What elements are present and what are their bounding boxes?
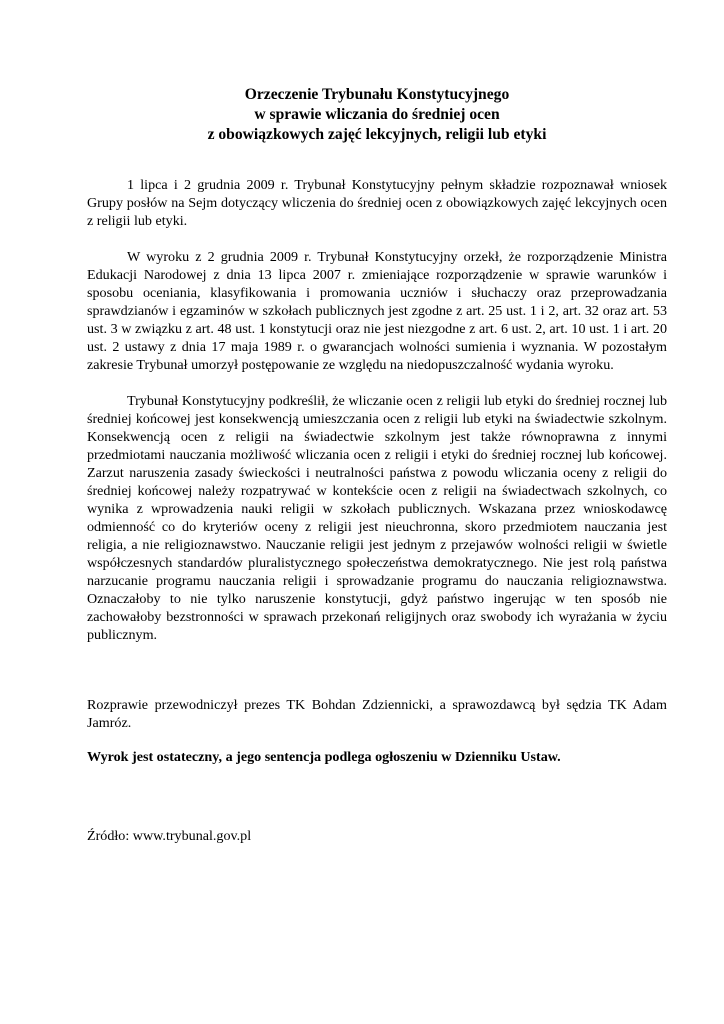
document-page [87, 85, 667, 845]
paragraph-hearing-dates: 1 lipca i 2 grudnia 2009 r. Trybunał Konstytucyjny pełnym składzie rozpoznawał wniosek Grupy posłów na Sejm dotyczący wliczenia do średniej ocen z obowiązkowych zajęć lekcyjnych ocen z religii lub etyki. [87, 177, 667, 229]
paragraph-reasoning: Trybunał Konstytucyjny podkreślił, że wliczanie ocen z religii lub etyki do średniej rocznej lub średniej końcowej jest konsekwencją umieszczania ocen z religii lub etyki na świadectwie szkolnym. Konsekwencją ocen z religii na świadectwie szkolnym jest także równoprawna z innymi przedmiotami nauczania możliwość wliczania ocen z religii i etyki do średniej rocznej lub końcowej. Zarzut naruszenia zasady świeckości i neutralności państwa z powodu wliczania oceny z religii do średniej końcowej należy rozpatrywać w kontekście ocen z religii na świadectwach szkolnych, co wynika z wprowadzenia nauki religii w szkołach publicznych. Wskazana przez wnioskodawcę odmienność co do kryteriów oceny z religii jest nieuchronna, skoro przedmiotem nauczania jest religia, a nie religioznawstwo. Nauczanie religii jest jednym z przejawów wolności religii w świetle współczesnych standardów pluralistycznego społeczeństwa demokratycznego. Nie jest rolą państwa narzucanie programu nauczania religii i sprowadzanie programu do nauczania religioznawstwa. Oznaczałoby to nie tylko naruszenie konstytucji, gdyż państwo ingerując w ten sposób nie zachowałoby bezstronności w sprawach przekonań religijnych oraz swobody ich wyrażania w życiu publicznym. [87, 393, 667, 643]
document-title [87, 85, 667, 145]
final-note: Wyrok jest ostateczny, a jego sentencja podlega ogłoszeniu w Dzienniku Ustaw. [87, 749, 561, 765]
chair-note: Rozprawie przewodniczył prezes TK Bohdan Zdziennicki, a sprawozdawcą był sędzia TK Adam Jamróz. [87, 697, 667, 731]
title-line-1: Orzeczenie Trybunału Konstytucyjnego [244, 86, 510, 103]
title-line-3: z obowiązkowych zajęć lekcyjnych, religii lub etyki [207, 126, 547, 143]
paragraph-verdict: W wyroku z 2 grudnia 2009 r. Trybunał Konstytucyjny orzekł, że rozporządzenie Ministra Edukacji Narodowej z dnia 13 lipca 2007 r. zmieniające rozporządzenie w sprawie warunków i sposobu oceniania, klasyfikowania i promowania uczniów i słuchaczy oraz przeprowadzania sprawdzianów i egzaminów w szkołach publicznych jest zgodne z art. 25 ust. 1 i 2, art. 32 oraz art. 53 ust. 3 w związku z art. 48 ust. 1 konstytucji oraz nie jest niezgodne z art. 6 ust. 2, art. 10 ust. 1 i art. 20 ust. 2 ustawy z dnia 17 maja 1989 r. o gwarancjach wolności sumienia i wyznania. W pozostałym zakresie Trybunał umorzył postępowanie ze względu na niedopuszczalność wydania wyroku. [87, 249, 667, 373]
title-line-2: w sprawie wliczania do średniej ocen [254, 106, 500, 123]
source-note: Źródło: www.trybunal.gov.pl [87, 828, 252, 844]
